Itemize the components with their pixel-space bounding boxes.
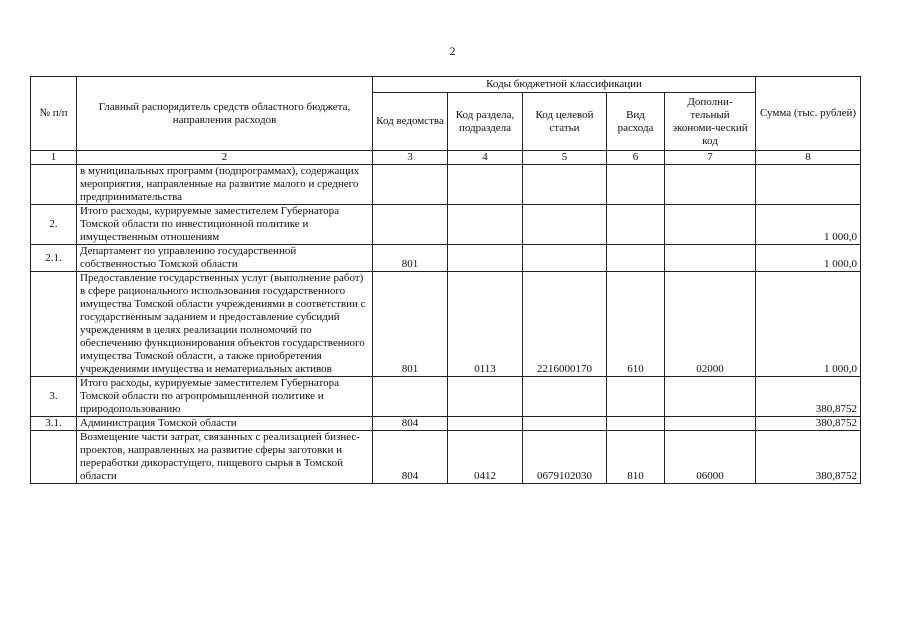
row-dop: [665, 417, 756, 431]
row-dop: 06000: [665, 431, 756, 484]
row-razdel: [448, 377, 523, 417]
table-row: [31, 245, 861, 272]
row-sum: 380,8752: [756, 431, 861, 484]
row-dop: [665, 165, 756, 205]
header-num: № п/п: [31, 77, 77, 151]
row-cel: [523, 165, 607, 205]
row-name: Департамент по управлению государственной собственностью Томской области: [77, 245, 373, 272]
row-razdel: 0412: [448, 431, 523, 484]
row-vid: 810: [607, 431, 665, 484]
column-index: 1: [31, 151, 77, 165]
table-row: [31, 431, 861, 484]
row-vid: [607, 205, 665, 245]
row-num: 3.1.: [31, 417, 77, 431]
header-cel: Код целевой статьи: [523, 93, 607, 151]
row-ved: 801: [373, 245, 448, 272]
row-dop: [665, 205, 756, 245]
row-name: Итого расходы, курируемые заместителем Губернатора Томской области по агропромышленной политике и природопользованию: [77, 377, 373, 417]
row-razdel: 0113: [448, 272, 523, 377]
row-cel: 2216000170: [523, 272, 607, 377]
row-ved: [373, 205, 448, 245]
row-sum: 1 000,0: [756, 205, 861, 245]
row-vid: [607, 417, 665, 431]
row-name: Возмещение части затрат, связанных с реализацией бизнес-проектов, направленных на развитие сферы заготовки и переработки дикорастущего, пищевого сырья в Томской области: [77, 431, 373, 484]
row-sum: 380,8752: [756, 417, 861, 431]
row-razdel: [448, 205, 523, 245]
row-sum: 1 000,0: [756, 272, 861, 377]
row-name: в муниципальных программ (подпрограммах), содержащих мероприятия, направленные на развитие малого и среднего предпринимательства: [77, 165, 373, 205]
row-ved: [373, 377, 448, 417]
table-row: [31, 272, 861, 377]
header-vid: Вид расхода: [607, 93, 665, 151]
column-index: 7: [665, 151, 756, 165]
row-name: Итого расходы, курируемые заместителем Губернатора Томской области по инвестиционной политике и имущественным отношениям: [77, 205, 373, 245]
header-dop: Дополни-тельный экономи-ческий код: [665, 93, 756, 151]
column-index: 6: [607, 151, 665, 165]
row-num: 2.: [31, 205, 77, 245]
budget-table: [30, 76, 861, 484]
table-row: [31, 205, 861, 245]
column-index: 8: [756, 151, 861, 165]
table-row: [31, 377, 861, 417]
row-vid: [607, 377, 665, 417]
row-razdel: [448, 165, 523, 205]
row-cel: [523, 205, 607, 245]
row-ved: [373, 165, 448, 205]
row-name: Предоставление государственных услуг (выполнение работ) в сфере рационального использования государственного имущества Томской области учреждениями в соответствии с государственным заданием и предоставление субсидий учреждениям в целях реализации полномочий по обеспечению функционирования объектов государственного имущества Томской области, а также приобретения учреждениями имущества и нематериальных активов: [77, 272, 373, 377]
row-name: Администрация Томской области: [77, 417, 373, 431]
row-num: [31, 165, 77, 205]
row-num: 2.1.: [31, 245, 77, 272]
column-index-row: [31, 151, 861, 165]
row-dop: [665, 245, 756, 272]
row-dop: 02000: [665, 272, 756, 377]
column-index: 2: [77, 151, 373, 165]
table-row: [31, 165, 861, 205]
page-number: 2: [449, 44, 456, 58]
row-sum: 1 000,0: [756, 245, 861, 272]
header-sum: Сумма (тыс. рублей): [756, 77, 861, 151]
row-ved: 804: [373, 417, 448, 431]
row-cel: [523, 377, 607, 417]
row-vid: 610: [607, 272, 665, 377]
column-index: 4: [448, 151, 523, 165]
column-index: 5: [523, 151, 607, 165]
header-ved: Код ведомства: [373, 93, 448, 151]
header-razdel: Код раздела, подраздела: [448, 93, 523, 151]
row-num: [31, 431, 77, 484]
header-codes-group: Коды бюджетной классификации: [373, 77, 756, 93]
row-ved: 804: [373, 431, 448, 484]
row-cel: 0679102030: [523, 431, 607, 484]
row-sum: [756, 165, 861, 205]
row-vid: [607, 165, 665, 205]
row-razdel: [448, 245, 523, 272]
row-vid: [607, 245, 665, 272]
row-num: [31, 272, 77, 377]
header-name: Главный распорядитель средств областного бюджета, направления расходов: [77, 77, 373, 151]
table-row: [31, 417, 861, 431]
row-sum: 380,8752: [756, 377, 861, 417]
row-razdel: [448, 417, 523, 431]
row-cel: [523, 417, 607, 431]
column-index: 3: [373, 151, 448, 165]
row-ved: 801: [373, 272, 448, 377]
row-cel: [523, 245, 607, 272]
row-dop: [665, 377, 756, 417]
row-num: 3.: [31, 377, 77, 417]
